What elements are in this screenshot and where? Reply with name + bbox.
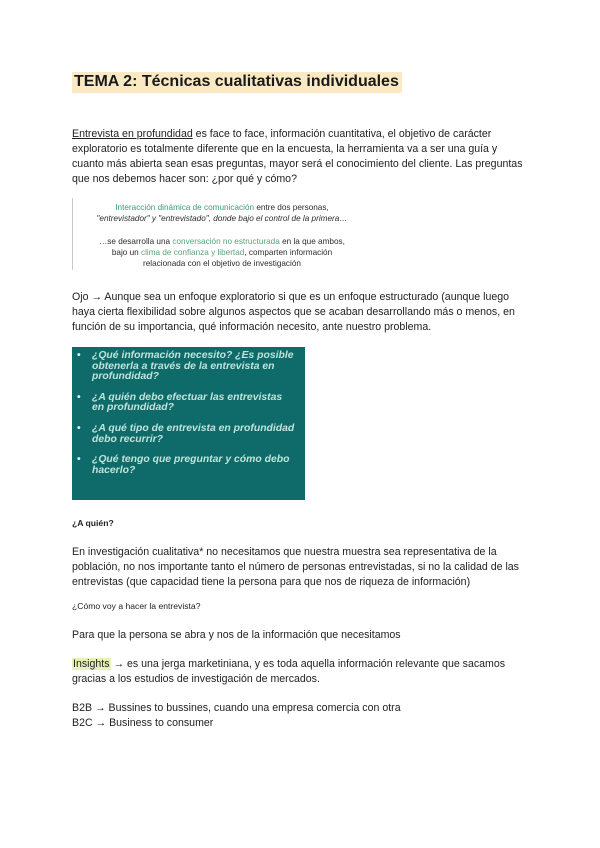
intro-paragraph: [72, 127, 528, 187]
b2c-line: B2C → Business to consumer: [72, 717, 214, 729]
slide-item: [76, 424, 295, 445]
intro-term: Entrevista en profundidad: [72, 128, 193, 140]
slide-item: [76, 393, 295, 414]
quote-line3-b: en la que ambos,: [279, 237, 345, 246]
intro-text: es face to face, información cuantitativa, el objetivo de carácter exploratorio es totalmente diferente que en la encuesta, la herramienta va a ser una guía y cuanto más abierta sean esas preguntas, mayor será el conocimiento del cliente. Las preguntas que nos debemos hacer son: ¿por qué y cómo?: [72, 128, 523, 185]
quote-block-2: [77, 236, 367, 269]
questions-slide: [72, 347, 305, 500]
ojo-paragraph: Ojo → Aunque sea un enfoque exploratorio si que es un enfoque estructurado (aunque luego haya cierta flexibilidad sobre algunos aspectos que se acaban desarrollando más o menos, en función de su importancia, qué información necesito, ante nuestro problema.: [72, 291, 515, 333]
insights-text: → es una jerga marketiniana, y es toda aquella información relevante que sacamos gracias a los estudios de investigación de mercados.: [72, 658, 506, 685]
quote-line4-a: bajo un: [111, 248, 141, 257]
como-voy-heading: ¿Cómo voy a hacer la entrevista?: [72, 601, 201, 611]
bullet-icon: •: [77, 350, 81, 361]
quote-line4-b: , comparten información: [244, 248, 333, 257]
slide-item: [76, 351, 295, 383]
a-quien-heading: ¿A quién?: [72, 518, 114, 528]
quote-block-1: [77, 202, 367, 224]
quote-line4-highlight: clima de confianza y libertad: [141, 248, 245, 257]
investigacion-paragraph: En investigación cualitativa* no necesitamos que nuestra muestra sea representativa de la población, no nos importante tanto el número de personas entrevistadas, si no la calidad de las entrevistas (que capacidad tiene la persona para que nos de riqueza de información): [72, 546, 519, 588]
quote-line5: relacionada con el objetivo de investigación: [143, 259, 301, 268]
quote-line3-a: …se desarrolla una: [99, 237, 173, 246]
quote-line3-highlight: conversación no estructurada: [172, 237, 280, 246]
bullet-icon: •: [77, 422, 81, 434]
quote-line2: "entrevistador" y "entrevistado", donde bajo el control de la primera…: [96, 214, 348, 223]
bullet-icon: •: [77, 454, 81, 466]
slide-item-text: ¿Qué tengo que preguntar y cómo debo hacerlo?: [92, 454, 290, 476]
slide-item-text: ¿Qué información necesito? ¿Es posible obtenerla a través de la entrevista en profundidad?: [92, 350, 294, 383]
insights-paragraph: [72, 657, 528, 687]
slide-item-text: ¿A qué tipo de entrevista en profundidad debo recurrir?: [92, 422, 295, 445]
quote-line1-highlight: Interacción dinámica de comunicación: [115, 203, 255, 212]
page-title: TEMA 2: Técnicas cualitativas individuales: [72, 72, 402, 93]
slide-item-text: ¿A quién debo efectuar las entrevistas en profundidad?: [92, 391, 283, 414]
b2b-line: B2B → Bussines to bussines, cuando una empresa comercia con otra: [72, 702, 401, 714]
quote-line1-rest: entre dos personas,: [254, 203, 329, 212]
bullet-icon: •: [77, 391, 81, 403]
definition-quote: [72, 198, 373, 270]
para-que-paragraph: Para que la persona se abra y nos de la información que necesitamos: [72, 629, 401, 641]
insights-term: Insights: [73, 658, 110, 670]
slide-item: [76, 455, 295, 476]
